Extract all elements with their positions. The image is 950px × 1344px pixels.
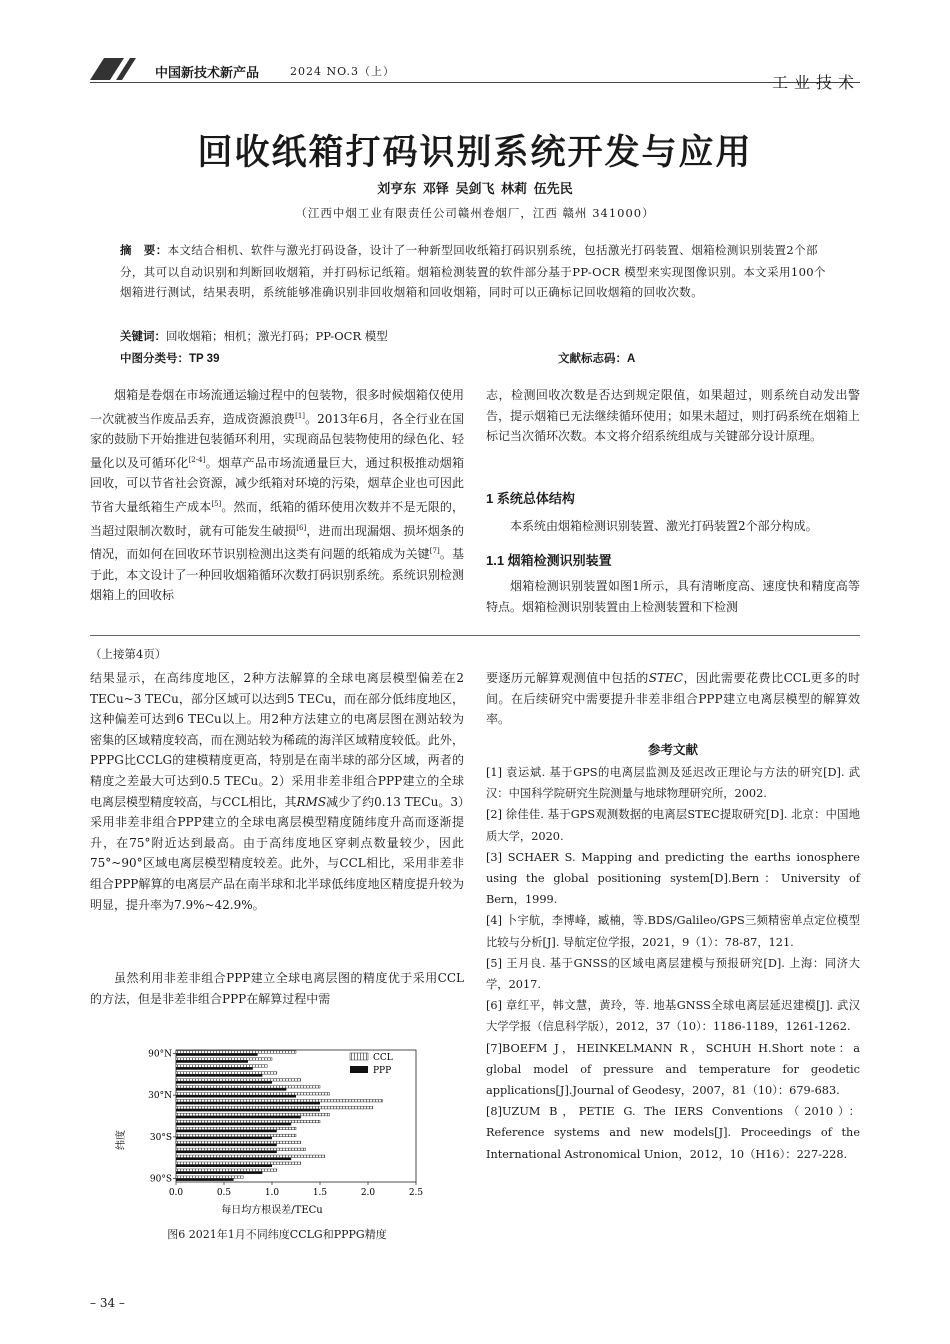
bar-ppp (176, 1137, 272, 1140)
bar-ccl (176, 1134, 296, 1137)
continued-right-text-2: ，因此需要花费比CCL更多的时间。在后续研究中需要提升非差非组合PPP建立电离层模型的解算效率。 (486, 671, 860, 727)
reference-item: [1] 袁运斌. 基于GPS的电离层监测及延迟改正理论与方法的研究[D]. 武汉：中国科学院研究生院测量与地球物理研究所，2002. (486, 766, 860, 801)
x-tick-label: 0.5 (216, 1188, 232, 1198)
continued-text-1: 结果显示，在高纬度地区，2种方法解算的全球电离层模型偏差在2 TECu~3 TECu，部分区域可以达到5 TECu，而在部分低纬度地区，这种偏差可达到6 TECu以上。用2种方法建立的电离层图在测站较为密集的区域精度较高，而在测站较为稀疏的海洋区域精度较低。此外，PPPG比CCLG的建模精度更高，特别是在南半球的部分区域，两者的精度之差最大可达到0.5 TECu。2）采用非差非组合PPP建立的全球电离层模型精度较高，与CCL相比，其 (90, 671, 464, 809)
continued-paragraph-2: 虽然利用非差非组合PPP建立全球电离层图的精度优于采用CCL的方法，但是非差非组合PPP在解算过程中需 (90, 971, 464, 1006)
doc-code-value: A (627, 353, 636, 365)
keywords-label: 关键词： (120, 331, 166, 343)
bar-ppp (176, 1053, 258, 1056)
bar-ccl (176, 1051, 296, 1054)
reference-item: [7]BOEFM J，HEINKELMANN R，SCHUH H.Short note：a global model of pressure and temperature for geodetic applications[J].Journal of Geodesy，2007，81（10）：679-683. (486, 1041, 860, 1098)
bar-ccl (176, 1086, 320, 1089)
citation: [1] (295, 411, 306, 420)
y-tick-label: 90°S (149, 1174, 172, 1185)
x-tick-label: 1.0 (264, 1188, 280, 1198)
bar-ppp (176, 1130, 277, 1133)
journal-issue: 2024 NO.3（上） (290, 65, 395, 78)
continued-text-2: 减少了约0.13 TECu。3）采用非差非组合PPP建立的全球电离层模型精度随纬度升高而逐渐提升，在75°附近达到最高。由于高纬度地区穿刺点数量较少，因此75°~90°区域电离层模型精度较差。此外，与CCL相比，采用非差非组合PPP解算的电离层产品在南半球和北半球低纬度地区精度提升较为明显，提升率为7.9%~42.9%。 (90, 794, 465, 912)
doc-code-label: 文献标志码： (558, 353, 627, 365)
bar-ppp (176, 1109, 320, 1112)
section-label: 工业技术 (771, 73, 860, 92)
intro-paragraph (90, 385, 464, 606)
bar-ccl (176, 1065, 267, 1068)
bar-ccl (176, 1093, 330, 1096)
y-tick-label: 30°N (148, 1091, 172, 1102)
page-number: – 34 – (90, 1296, 125, 1310)
y-tick-label: 30°S (149, 1132, 172, 1143)
reference-item: [5] 王月良. 基于GNSS的区域电离层建模与预报研究[D]. 上海：同济大学，2017. (486, 956, 860, 992)
abstract-text: 本文结合相机、软件与激光打码设备，设计了一种新型回收纸箱打码识别系统，包括激光打码装置、烟箱检测识别装置2个部分，其可以自动识别和判断回收烟箱，并打码标记纸箱。烟箱检测装置的软件部分基于PP-OCR 模型来实现图像识别。本文采用100个烟箱进行测试，结果表明，系统能够准确识别非回收烟箱和回收烟箱，同时可以正确标记回收烟箱的回收次数。 (120, 243, 826, 299)
clc-label: 中图分类号： (120, 353, 189, 365)
legend-label-ppp: PPP (373, 1066, 392, 1076)
reference-item: [3] SCHAER S. Mapping and predicting the earths ionosphere using the global positioning system[D].Bern：University of Bern，1999. (486, 850, 860, 907)
bar-ppp (176, 1081, 272, 1084)
continued-right-paragraph (486, 668, 860, 730)
figure-caption: 图6 2021年1月不同纬度CCLG和PPPG精度 (167, 1228, 387, 1241)
article-divider (90, 635, 860, 636)
bar-ppp (176, 1102, 320, 1105)
keywords (120, 328, 832, 344)
bar-ppp (176, 1088, 286, 1091)
bar-ccl (176, 1113, 330, 1116)
legend-swatch-ppp (350, 1066, 368, 1073)
doc-code (558, 350, 635, 366)
clc-value: TP 39 (189, 353, 220, 365)
abstract (120, 240, 832, 303)
article-title: 回收纸箱打码识别系统开发与应用 (197, 132, 753, 173)
header-rule (90, 82, 860, 83)
y-axis-label: 纬度 (116, 1130, 127, 1150)
intro-text-5: ，进而出现漏烟、损坏烟条的情况，而如何在回收环节识别检测出这类有问题的纸箱成为关键 (90, 523, 464, 562)
bar-ccl (176, 1162, 301, 1165)
y-tick-label: 90°N (148, 1049, 172, 1060)
references-heading: 参考文献 (647, 743, 698, 757)
bar-ccl (176, 1176, 243, 1179)
bar-ppp (176, 1151, 277, 1154)
bar-ppp (176, 1178, 234, 1181)
x-axis-label: 每日均方根误差/TECu (221, 1205, 323, 1216)
bar-ccl (176, 1169, 277, 1172)
reference-item: [8]UZUM B，PETIE G. The IERS Conventions（2010）：Reference systems and new models[J]. Proceedings of the International Astronomical Union，2012，10（H16）：227-228. (486, 1105, 860, 1161)
section-paragraph: 本系统由烟箱检测识别装置、激光打码装置2个部分构成。 (510, 519, 818, 533)
intro-text-3: 。烟草产品市场流通量巨大，通过积极推动烟箱回收，可以节省社会资源，减少纸箱对环境的污染，烟草企业也可因此节省大量纸箱生产成本 (90, 455, 464, 514)
citation: [7] (429, 547, 440, 556)
citation: [2-4] (188, 455, 206, 464)
bar-ccl (176, 1141, 301, 1144)
bar-ppp (176, 1164, 272, 1167)
subsection-heading: 1.1 烟箱检测识别装置 (486, 553, 612, 568)
reference-item: [2] 徐佳佳. 基于GPS观测数据的电离层STEC提取研究[D]. 北京：中国地质大学，2020. (486, 808, 860, 843)
affiliation: （江西中烟工业有限责任公司赣州卷烟厂，江西 赣州 341000） (295, 206, 655, 220)
journal-name: 中国新技术新产品 (155, 65, 260, 80)
rms-term: RMS (296, 794, 327, 809)
x-tick-label: 1.5 (312, 1188, 328, 1198)
figure-6-chart (110, 1045, 440, 1235)
bar-ccl (176, 1155, 325, 1158)
bar-ppp (176, 1171, 262, 1174)
continued-label: （上接第4页） (90, 647, 167, 661)
journal-logo (90, 58, 140, 80)
bar-ccl (176, 1127, 296, 1130)
x-tick-label: 2.0 (360, 1188, 376, 1198)
keywords-text: 回收烟箱；相机；激光打码；PP-OCR 模型 (166, 329, 388, 343)
intro-text-6: 。基于此，本文设计了一种回收烟箱循环次数打码识别系统。系统识别检测烟箱上的回收标 (90, 547, 464, 603)
abstract-label: 摘 要： (120, 245, 168, 257)
section-heading: 1 系统总体结构 (486, 491, 575, 506)
stec-term: STEC (648, 671, 683, 685)
x-tick-label: 0.0 (168, 1188, 184, 1198)
subsection-paragraph: 烟箱检测识别装置如图1所示，具有清晰度高、速度快和精度高等特点。烟箱检测识别装置由上检测装置和下检测 (486, 579, 860, 614)
bar-ccl (176, 1072, 277, 1075)
bar-ppp (176, 1067, 253, 1070)
reference-item: [4] 卜宇航，李博峰，臧楠，等.BDS/Galileo/GPS三频精密单点定位模型比较与分析[J]. 导航定位学报，2021，9（1）：78-87，121. (486, 914, 860, 949)
intro-text-1: 烟箱是卷烟在市场流通运输过程中的包装物，很多时候烟箱仅使用一次就被当作废品丢弃，造成资源浪费 (90, 388, 464, 426)
reference-item: [6] 章红平，韩文慧，黄玲，等. 地基GNSS全球电离层延迟建模[J]. 武汉大学学报（信息科学版），2012，37（10）：1186-1189，1261-1262. (486, 999, 860, 1034)
legend-label-ccl: CCL (373, 1053, 393, 1063)
intro-text-4: 。然而，纸箱的循环使用次数并不是无限的，当超过限制次数时，就有可能发生破损 (90, 499, 464, 538)
bar-ppp (176, 1116, 301, 1119)
legend-swatch-ccl (350, 1053, 368, 1060)
references-list (486, 762, 860, 1165)
citation: [5] (211, 499, 222, 508)
bar-ppp (176, 1060, 248, 1063)
authors: 刘亨东 邓铎 吴剑飞 林莉 伍先民 (377, 181, 573, 196)
bar-ppp (176, 1144, 277, 1147)
citation: [6] (296, 523, 307, 532)
bar-ccl (176, 1120, 320, 1123)
continued-paragraph (90, 668, 464, 915)
continued-right-text-1: 要逐历元解算观测值中包括的 (486, 671, 649, 685)
bar-ccl (176, 1148, 306, 1151)
bar-ppp (176, 1095, 296, 1098)
bar-ccl (176, 1106, 373, 1109)
classification (120, 350, 832, 366)
bar-ppp (176, 1074, 262, 1077)
bar-ppp (176, 1158, 291, 1161)
intro-text-2: 。2013年6月，各全行业在国家的鼓励下开始推进包装循环利用，实现商品包装物使用的绿色化、轻量化以及可循环化 (90, 411, 464, 470)
bar-ppp (176, 1123, 291, 1126)
intro-continuation: 志，检测回收次数是否达到规定限值，如果超过，则系统自动发出警告，提示烟箱已无法继续循环使用；如果未超过，则打码系统在烟箱上标记当次循环次数。本文将介绍系统组成与关键部分设计原理。 (486, 388, 860, 444)
x-tick-label: 2.5 (408, 1188, 424, 1198)
bar-ccl (176, 1099, 382, 1102)
bar-ccl (176, 1058, 272, 1061)
bar-ccl (176, 1079, 301, 1082)
